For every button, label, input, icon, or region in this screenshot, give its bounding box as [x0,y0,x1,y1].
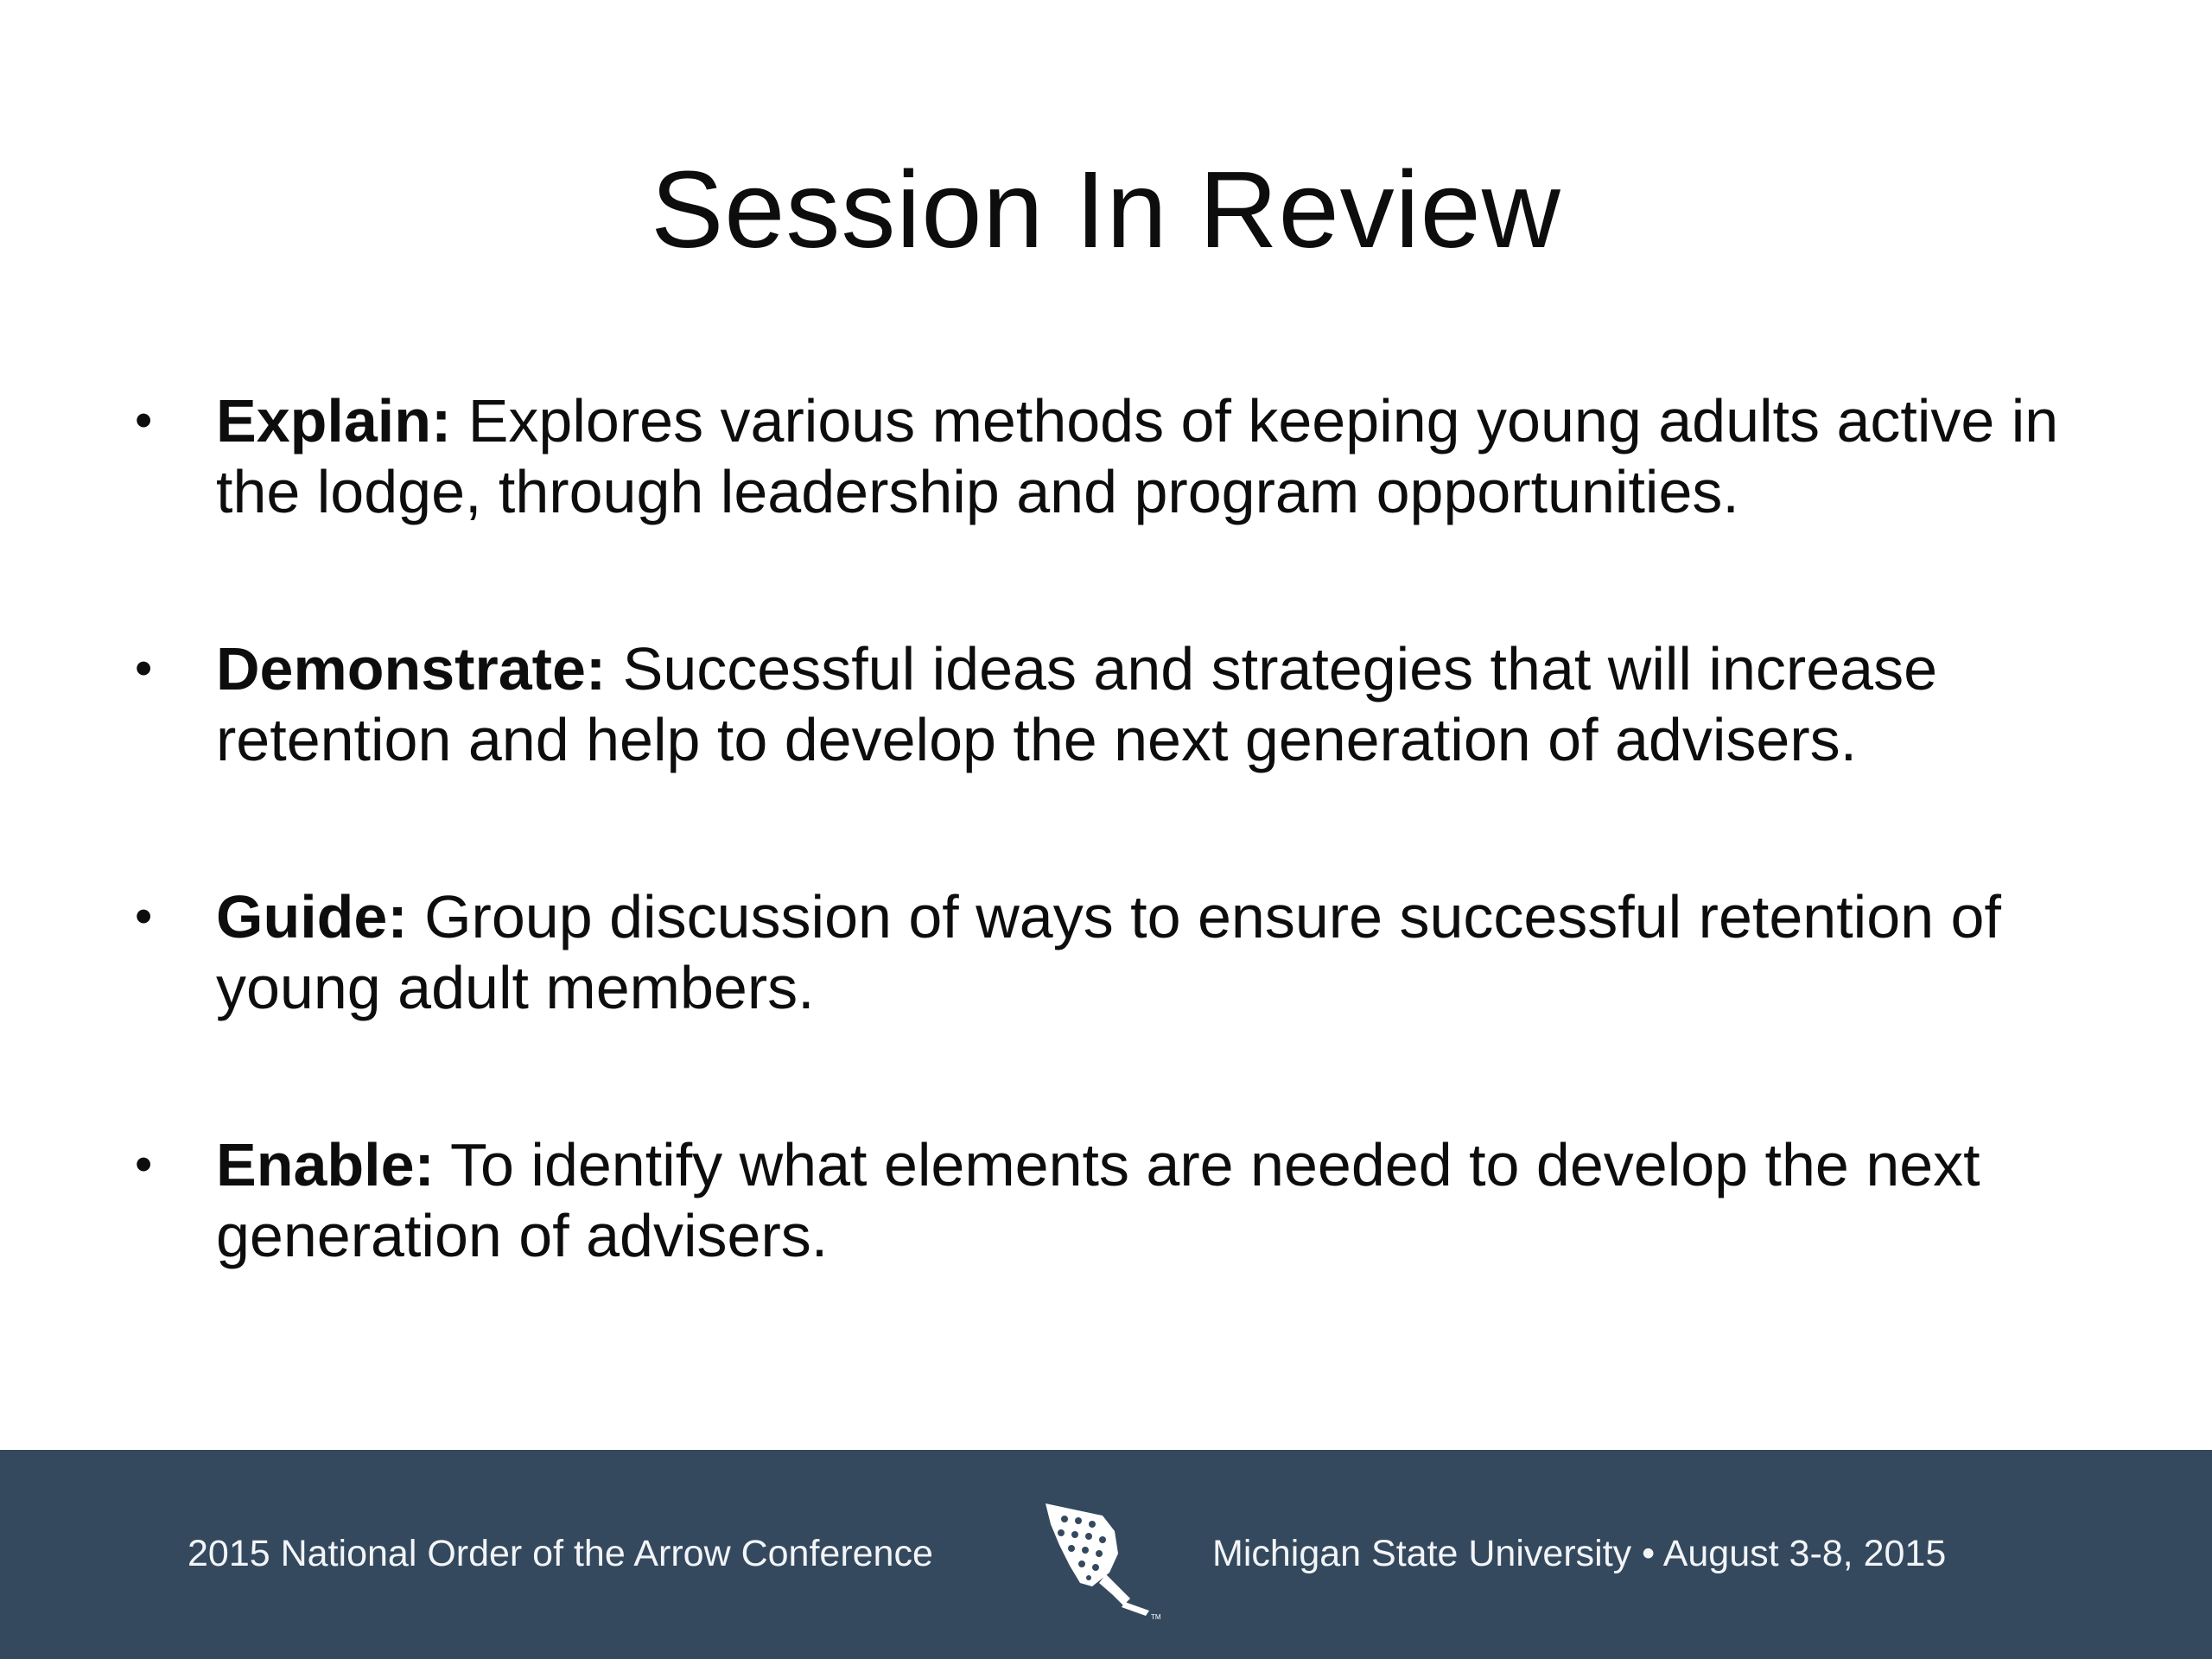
bullet-list [128,385,2115,1271]
bullet-text: Successful ideas and strategies that will increase retention and help to develop the next generation of advisers. [216,635,1938,773]
bullet-term: Enable: [216,1131,435,1198]
footer-conference-name: 2015 National Order of the Arrow Conference [188,1533,933,1574]
bullet-item-explain [128,385,2115,527]
bullet-item-demonstrate [128,633,2115,775]
bullet-text: Group discussion of ways to ensure successful retention of young adult members. [216,883,2001,1021]
bullet-term: Demonstrate: [216,635,607,702]
bullet-dot-icon: • [135,392,153,448]
bullet-term: Guide: [216,883,408,950]
bullet-dot-icon: • [135,1136,153,1192]
footer-bar [0,1450,2212,1659]
footer-venue-dates: Michigan State University • August 3-8, 2015 [1212,1533,1947,1574]
bullet-dot-icon: • [135,888,153,944]
bullet-text: To identify what elements are needed to develop the next generation of advisers. [216,1131,1980,1269]
svg-text:TM: TM [1151,1613,1161,1621]
bullet-item-guide [128,881,2115,1023]
bullet-term: Explain: [216,387,452,454]
slide-title: Session In Review [651,149,1561,270]
bullet-text: Explores various methods of keeping young adults active in the lodge, through leadership and program opportunities. [216,387,2059,525]
arrowhead-icon [1035,1493,1173,1623]
bullet-item-enable [128,1129,2115,1271]
bullet-dot-icon: • [135,640,153,696]
